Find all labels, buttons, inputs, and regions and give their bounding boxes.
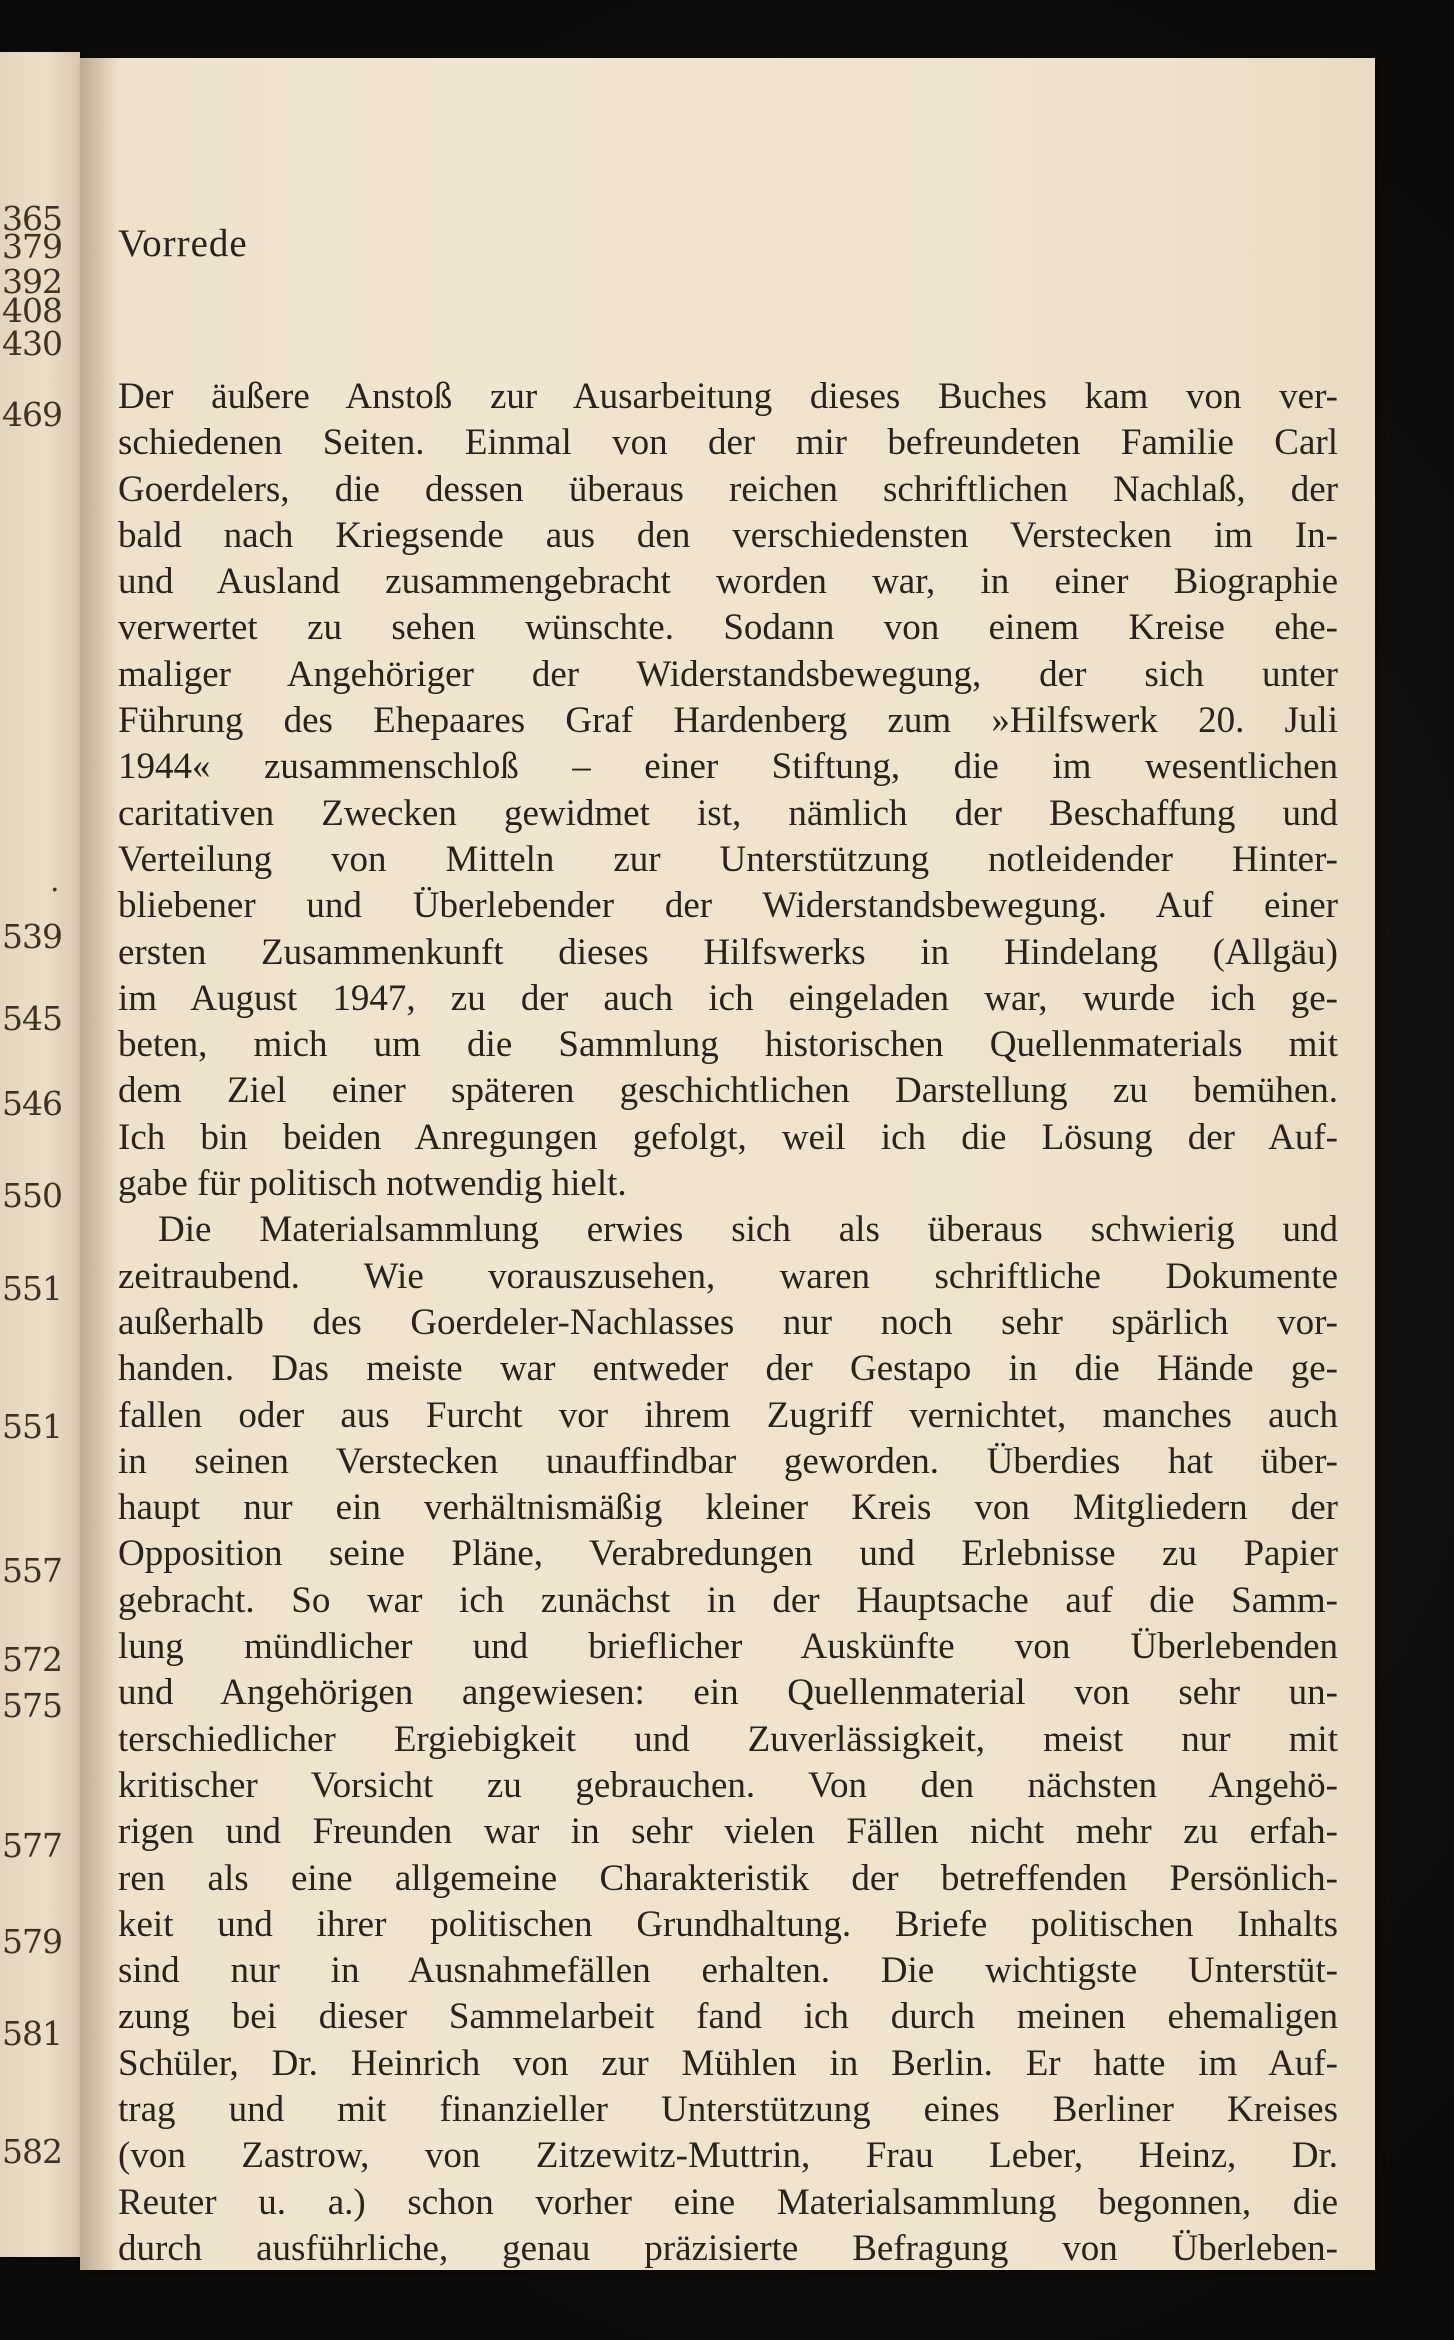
text-line: fallen oder aus Furcht vor ihrem Zugriff vernichtet, manches auch <box>118 1394 1338 1436</box>
text-line: und Angehörigen angewiesen: ein Quellenmaterial von sehr un- <box>118 1672 1338 1714</box>
margin-page-number: 551 <box>2 1269 62 1308</box>
text-line: bliebener und Überlebender der Widerstandsbewegung. Auf einer <box>118 885 1338 927</box>
text-line: lung mündlicher und brieflicher Auskünfte von Überlebenden <box>118 1626 1338 1668</box>
margin-page-number: 550 <box>2 1176 62 1215</box>
text-line: durch ausführliche, genau präzisierte Befragung von Überleben- <box>118 2227 1338 2269</box>
chapter-heading: Vorrede <box>118 222 248 265</box>
text-line: keit und ihrer politischen Grundhaltung. Briefe politischen Inhalts <box>118 1903 1338 1945</box>
margin-page-number: 551 <box>2 1407 62 1446</box>
text-line: maliger Angehöriger der Widerstandsbewegung, der sich unter <box>118 653 1338 695</box>
text-line: kritischer Vorsicht zu gebrauchen. Von den nächsten Angehö- <box>118 1764 1338 1806</box>
paragraph <box>118 374 1338 1207</box>
margin-page-number: 582 <box>2 2132 62 2171</box>
text-line: zung bei dieser Sammelarbeit fand ich durch meinen ehemaligen <box>118 1996 1338 2038</box>
margin-page-number: 581 <box>2 2014 62 2053</box>
page-gutter <box>80 58 118 2270</box>
text-line: dem Ziel einer späteren geschichtlichen Darstellung zu bemühen. <box>118 1070 1338 1112</box>
text-line: im August 1947, zu der auch ich eingeladen war, wurde ich ge- <box>118 977 1338 1019</box>
text-line: Schüler, Dr. Heinrich von zur Mühlen in Berlin. Er hatte im Auf- <box>118 2042 1338 2084</box>
text-line: verwertet zu sehen wünschte. Sodann von einem Kreise ehe- <box>118 607 1338 649</box>
text-line: beten, mich um die Sammlung historischen Quellenmaterials mit <box>118 1024 1338 1066</box>
margin-page-number: 469 <box>2 395 62 434</box>
text-line: außerhalb des Goerdeler-Nachlasses nur noch sehr spärlich vor- <box>118 1301 1338 1343</box>
text-line: schiedenen Seiten. Einmal von der mir befreundeten Familie Carl <box>118 422 1338 464</box>
margin-page-number: 430 <box>2 324 62 363</box>
text-line: Goerdelers, die dessen überaus reichen schriftlichen Nachlaß, der <box>118 468 1338 510</box>
margin-page-number: 572 <box>2 1640 62 1679</box>
margin-page-number: 392 <box>2 262 62 301</box>
book-page <box>80 58 1375 2270</box>
body-text <box>118 374 1338 2272</box>
text-line: (von Zastrow, von Zitzewitz-Muttrin, Frau Leber, Heinz, Dr. <box>118 2135 1338 2177</box>
margin-page-number: 545 <box>2 999 62 1038</box>
text-line: gebracht. So war ich zunächst in der Hauptsache auf die Samm- <box>118 1579 1338 1621</box>
text-line: bald nach Kriegsende aus den verschiedensten Verstecken im In- <box>118 514 1338 556</box>
text-line: caritativen Zwecken gewidmet ist, nämlich der Beschaffung und <box>118 792 1338 834</box>
text-line: sind nur in Ausnahmefällen erhalten. Die wichtigste Unterstüt- <box>118 1950 1338 1992</box>
margin-page-number: 539 <box>2 917 62 956</box>
text-line: Opposition seine Pläne, Verabredungen und Erlebnisse zu Papier <box>118 1533 1338 1575</box>
margin-page-number: 579 <box>2 1922 62 1961</box>
text-line: terschiedlicher Ergiebigkeit und Zuverlässigkeit, meist nur mit <box>118 1718 1338 1760</box>
text-line: und Ausland zusammengebracht worden war, in einer Biographie <box>118 561 1338 603</box>
margin-page-number: 546 <box>2 1084 62 1123</box>
text-line: haupt nur ein verhältnismäßig kleiner Kreis von Mitgliedern der <box>118 1487 1338 1529</box>
text-line: 1944« zusammenschloß – einer Stiftung, die im wesentlichen <box>118 746 1338 788</box>
text-line: rigen und Freunden war in sehr vielen Fällen nicht mehr zu erfah- <box>118 1811 1338 1853</box>
text-line: trag und mit finanzieller Unterstützung eines Berliner Kreises <box>118 2088 1338 2130</box>
margin-page-number: 365 <box>2 199 62 238</box>
margin-page-number: 575 <box>2 1686 62 1725</box>
text-line: gabe für politisch notwendig hielt. <box>118 1163 627 1205</box>
margin-page-number: 557 <box>2 1551 62 1590</box>
margin-page-number: 577 <box>2 1826 62 1865</box>
margin-page-number: 379 <box>2 227 62 266</box>
previous-page-edge <box>0 52 80 2257</box>
paragraph <box>118 1207 1338 2272</box>
text-line: Verteilung von Mitteln zur Unterstützung notleidender Hinter- <box>118 838 1338 880</box>
text-line: ren als eine allgemeine Charakteristik der betreffenden Persönlich- <box>118 1857 1338 1899</box>
text-line: Der äußere Anstoß zur Ausarbeitung dieses Buches kam von ver- <box>118 376 1338 417</box>
text-line: Ich bin beiden Anregungen gefolgt, weil ich die Lösung der Auf- <box>118 1116 1338 1158</box>
text-line: zeitraubend. Wie vorauszusehen, waren schriftliche Dokumente <box>118 1255 1338 1297</box>
margin-page-number: 408 <box>2 291 62 330</box>
text-line: handen. Das meiste war entweder der Gestapo in die Hände ge- <box>118 1348 1338 1390</box>
text-line: Führung des Ehepaares Graf Hardenberg zum »Hilfswerk 20. Juli <box>118 700 1338 742</box>
text-line: Reuter u. a.) schon vorher eine Materialsammlung begonnen, die <box>118 2181 1338 2223</box>
text-line: Die Materialsammlung erwies sich als überaus schwierig und <box>158 1209 1338 1251</box>
margin-dot: . <box>50 864 60 899</box>
text-line: in seinen Verstecken unauffindbar geworden. Überdies hat über- <box>118 1440 1338 1482</box>
text-line: ersten Zusammenkunft dieses Hilfswerks in Hindelang (Allgäu) <box>118 931 1338 973</box>
